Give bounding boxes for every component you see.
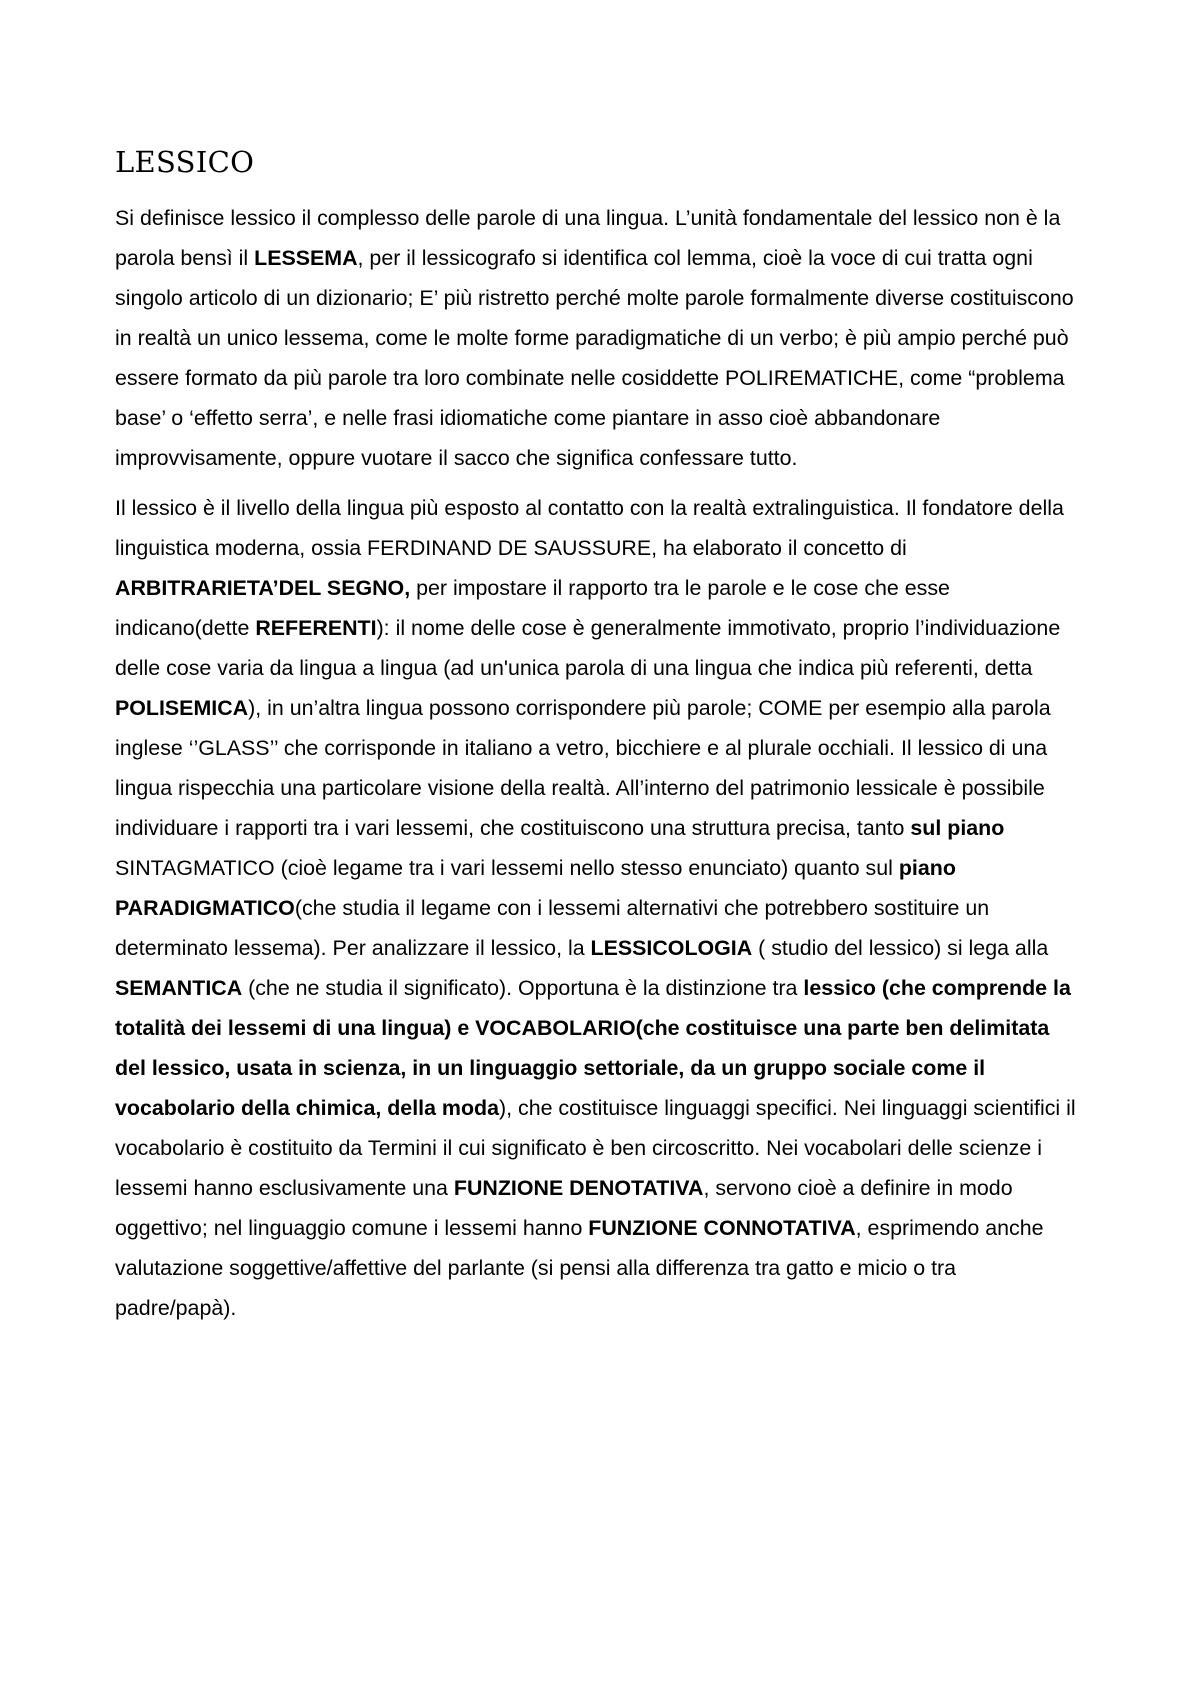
text-run: (che studia il legame con i lessemi alternativi che potrebbero sostituire un determinato lessema). Per analizzare il lessico, la [115, 896, 990, 960]
bold-text-run: piano [898, 856, 956, 880]
document-body [115, 140, 1080, 1338]
text-run: , per il lessicografo si identifica col lemma, cioè la voce di cui tratta ogni singolo articolo di un dizionario; E’ più ristretto perché molte parole formalmente diverse costituiscono in realtà un unico lessema, come le molte forme paradigmatiche di un verbo; è più ampio perché può essere formato da più parole tra loro combinate nelle cosiddette POLIREMATICHE, come “problema base’ o ‘effetto serra’, e nelle frasi idiomatiche come piantare in asso cioè abbandonare improvvisamente, oppure vuotare il sacco che significa confessare tutto. [115, 246, 1074, 470]
text-run: Si definisce lessico il complesso delle parole di una lingua. L’unità fondamentale del lessico non è la parola bensì il [115, 206, 1061, 270]
bold-text-run: ARBITRARIETA’DEL SEGNO, [115, 576, 411, 600]
text-run: per impostare il rapporto tra le parole e le cose che esse indicano(dette [115, 576, 950, 640]
paragraph-1 [115, 198, 1080, 478]
text-run: SINTAGMATICO (cioè legame tra i vari lessemi nello stesso enunciato) quanto sul [115, 856, 899, 880]
bold-text-run: lessico (che comprende la totalità dei lessemi di una lingua) e VOCABOLARIO(che costituisce una parte ben delimitata del lessico, usata in scienza, in un linguaggio settoriale, da un gruppo sociale come il vocabolario della chimica, della moda [115, 976, 1071, 1120]
bold-text-run: PARADIGMATICO [115, 896, 295, 920]
bold-text-run: FUNZIONE CONNOTATIVA [588, 1216, 856, 1240]
text-run: ), che costituisce linguaggi specifici. Nei linguaggi scientifici il vocabolario è costituito da Termini il cui significato è ben circoscritto. Nei vocabolari delle scienze i lessemi hanno esclusivamente una [115, 1096, 1076, 1200]
bold-text-run: LESSICOLOGIA [590, 936, 753, 960]
text-run: ), in un’altra lingua possono corrispondere più parole; COME per esempio alla parola inglese ‘’GLASS’’ che corrisponde in italiano a vetro, bicchiere e al plurale occhiali. Il lessico di una lingua rispecchia una particolare visione della realtà. All’interno del patrimonio lessicale è possibile individuare i rapporti tra i vari lessemi, che costituiscono una struttura precisa, tanto [115, 696, 1051, 840]
document-title: LESSICO [115, 145, 255, 179]
bold-text-run: FUNZIONE DENOTATIVA [453, 1176, 704, 1200]
text-run: (che ne studia il significato). Opportuna è la distinzione tra [242, 976, 804, 1000]
bold-text-run: REFERENTI [255, 616, 377, 640]
text-run: , servono cioè a definire in modo oggettivo; nel linguaggio comune i lessemi hanno [115, 1176, 1013, 1240]
bold-text-run: LESSEMA [254, 246, 358, 270]
bold-text-run: SEMANTICA [115, 976, 243, 1000]
text-run: ( studio del lessico) si lega alla [752, 936, 1049, 960]
text-run: , esprimendo anche valutazione soggettive/affettive del parlante (si pensi alla differenza tra gatto e micio o tra padre/papà). [115, 1216, 1044, 1320]
paragraph-2 [115, 488, 1080, 1328]
bold-text-run: sul piano [910, 816, 1005, 840]
bold-text-run: POLISEMICA [115, 696, 249, 720]
text-run: Il lessico è il livello della lingua più esposto al contatto con la realtà extralinguistica. Il fondatore della linguistica moderna, ossia FERDINAND DE SAUSSURE, ha elaborato il concetto di [115, 496, 1064, 560]
text-run: ): il nome delle cose è generalmente immotivato, proprio l’individuazione delle cose varia da lingua a lingua (ad un'unica parola di una lingua che indica più referenti, detta [115, 616, 1061, 680]
